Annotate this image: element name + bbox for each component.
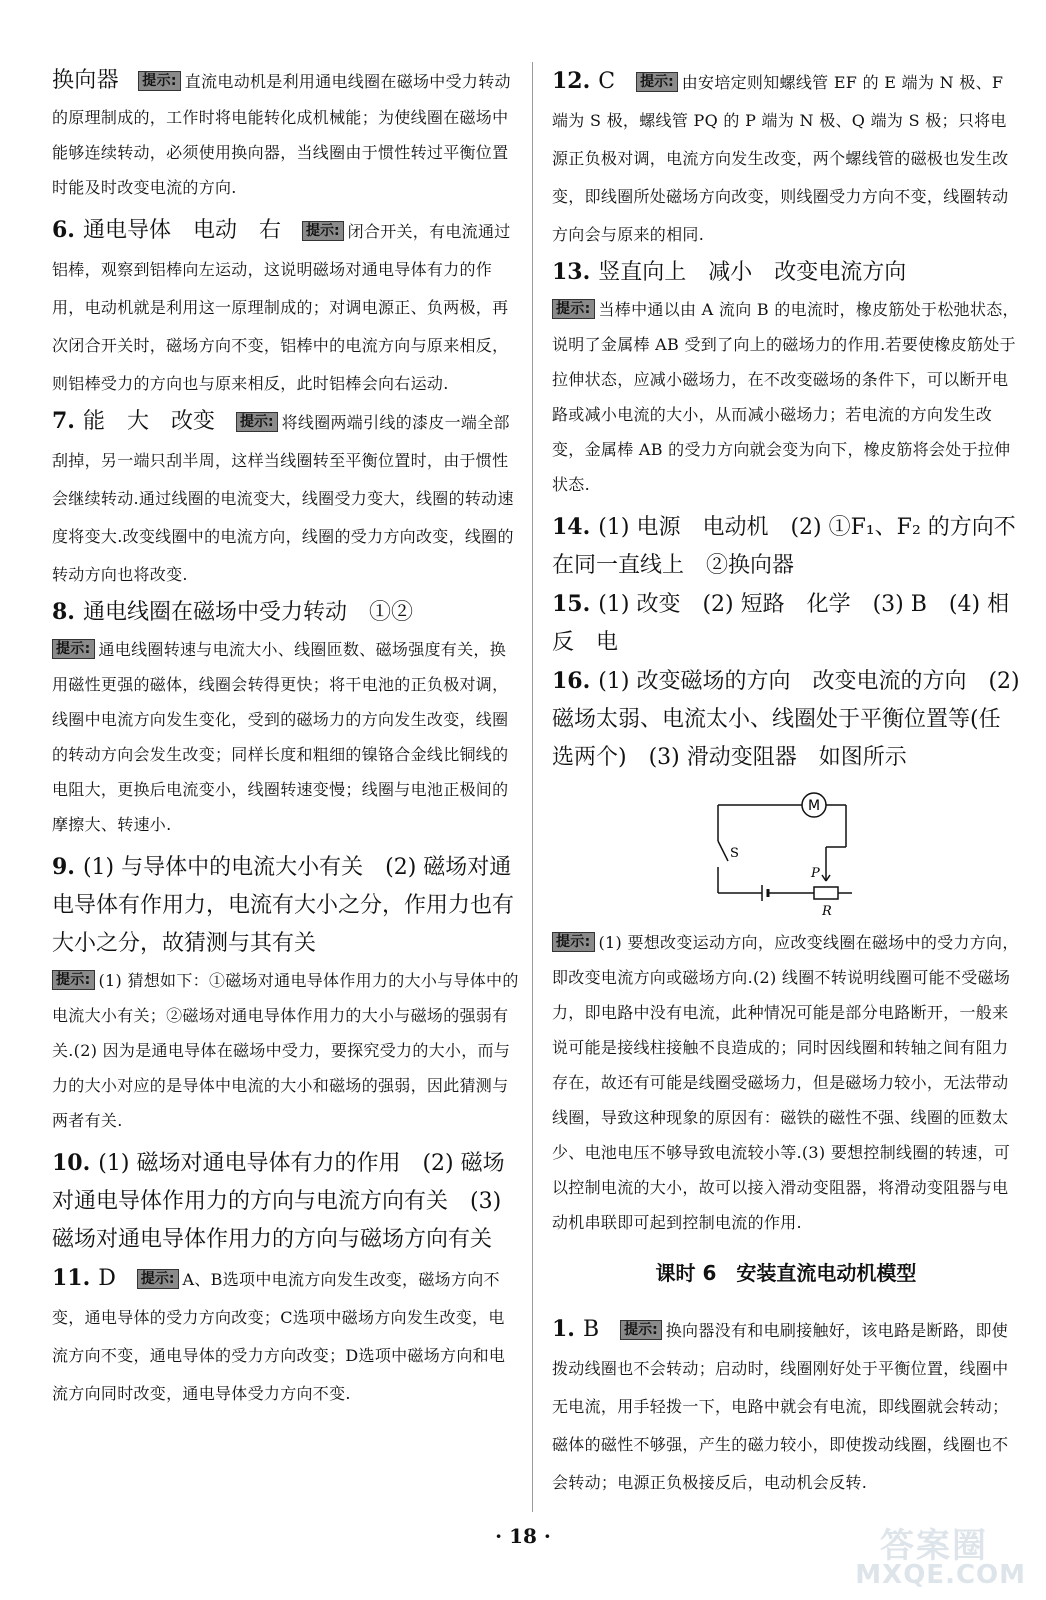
q11-answer-text: D	[98, 1266, 116, 1291]
q9-hint	[52, 963, 520, 1138]
q12-answer-text: C	[598, 69, 616, 94]
hint-tag: 提示:	[138, 71, 181, 91]
q7-number: 7.	[52, 408, 75, 434]
q14-answer-text: (1) 电源 电动机 (2) ①F₁、F₂ 的方向不在同一直线上 ②换向器	[552, 515, 1016, 578]
q16-answer-text: (1) 改变磁场的方向 改变电流的方向 (2) 磁场太弱、电流太小、线圈处于平衡位置等(任选两个) (3) 滑动变阻器 如图所示	[552, 669, 1020, 770]
page-number: · 18 ·	[495, 1524, 551, 1548]
q6-answer-text: 通电导体 电动 右	[82, 218, 281, 243]
q9-answer	[52, 848, 520, 963]
q6-number: 6.	[52, 217, 75, 243]
q13-answer	[552, 253, 1020, 292]
circuit-diagram	[552, 781, 1020, 921]
q10-answer	[52, 1144, 520, 1259]
q5-answer-tail: 换向器	[52, 68, 119, 93]
lesson-heading: 课时 6 安装直流电动机模型	[655, 1261, 917, 1285]
hint-tag: 提示:	[636, 72, 678, 92]
slider-label: P	[811, 866, 820, 881]
hint-tag: 提示:	[552, 299, 595, 319]
q12-number: 12.	[552, 68, 591, 94]
q11-answer	[52, 1259, 520, 1412]
lesson6-q1-number: 1.	[552, 1316, 575, 1342]
watermark-logo: 答案圈	[880, 1526, 988, 1566]
q5-continuation	[52, 62, 520, 205]
q12-answer	[552, 62, 1020, 253]
lesson6-q1-answer-text: B	[582, 1317, 600, 1342]
lesson6-q1-answer	[552, 1310, 1020, 1501]
q6-hint-text: 闭合开关，有电流通过铝棒，观察到铝棒向左运动，这说明磁场对通电导体有力的作用，电动机就是利用这一原理制成的；对调电源正、负两极，再次闭合开关时，磁场方向不变，铝棒中的电流方向与原来相反，则铝棒受力的方向也与原来相反，此时铝棒会向右运动.	[52, 222, 511, 393]
q16-hint-text: (1) 要想改变运动方向，应改变线圈在磁场中的受力方向，即改变电流方向或磁场方向.(2) 线圈不转说明线圈可能不受磁场力，即电路中没有电流，此种情况可能是部分电路断开，一般来说可能是接线柱接触不良造成的；同时因线圈和转轴之间有阻力存在，故还有可能是线圈受磁场力，但是磁场力较小，无法带动线圈，导致这种现象的原因有：磁铁的磁性不强、线圈的匝数太少、电池电压不够导致电流较小等.(3) 要想控制线圈的转速，可以控制电流的大小，故可以接入滑动变阻器，将滑动变阻器与电动机串联即可起到控制电流的作用.	[552, 933, 1019, 1232]
q8-answer	[52, 593, 520, 632]
hint-tag: 提示:	[52, 639, 95, 659]
q8-answer-text: 通电线圈在磁场中受力转动 ①②	[82, 600, 413, 625]
q12-hint-text: 由安培定则知螺线管 EF 的 E 端为 N 极、F 端为 S 极，螺线管 PQ 的 P 端为 N 极、Q 端为 S 极；只将电源正负极对调，电流方向发生改变，两个螺线管的磁极也发生改变，即线圈所处磁场方向改变，则线圈受力方向不变，线圈转动方向会与原来的相同.	[552, 73, 1009, 244]
q13-answer-text: 竖直向上 减小 改变电流方向	[598, 260, 907, 285]
q10-answer-text: (1) 磁场对通电导体有力的作用 (2) 磁场对通电导体作用力的方向与电流方向有关 (3) 磁场对通电导体作用力的方向与磁场方向有关	[52, 1151, 505, 1252]
watermark	[838, 1518, 1028, 1590]
q11-hint-text: A、B选项中电流方向发生改变，磁场方向不变，通电导体的受力方向改变；C选项中磁场方向发生改变，电流方向不变，通电导体的受力方向改变；D选项中磁场方向和电流方向同时改变，通电导体受力方向不变.	[52, 1270, 506, 1403]
resistor-label: R	[822, 904, 832, 919]
column-divider	[532, 62, 533, 1512]
q16-number: 16.	[552, 668, 591, 694]
switch-blade	[718, 841, 728, 861]
q13-hint	[552, 292, 1020, 502]
q16-answer	[552, 662, 1020, 777]
q15-answer	[552, 585, 1020, 662]
q15-answer-text: (1) 改变 (2) 短路 化学 (3) B (4) 相反 电	[552, 592, 1010, 655]
hint-tag: 提示:	[236, 412, 278, 432]
q16-hint	[552, 925, 1020, 1240]
hint-tag: 提示:	[137, 1269, 179, 1289]
motor-label: M	[807, 798, 821, 814]
q9-number: 9.	[52, 854, 75, 880]
q11-number: 11.	[52, 1265, 91, 1291]
q5-hint-text: 直流电动机是利用通电线圈在磁场中受力转动的原理制成的，工作时将电能转化成机械能；为使线圈在磁场中能够连续转动，必须使用换向器，当线圈由于惯性转过平衡位置时能及时改变电流的方向.	[52, 72, 511, 197]
q13-number: 13.	[552, 259, 591, 285]
q6-answer	[52, 211, 520, 402]
q8-number: 8.	[52, 599, 75, 625]
switch-label: S	[730, 846, 739, 861]
q15-number: 15.	[552, 591, 591, 617]
q8-hint-text: 通电线圈转速与电流大小、线圈匝数、磁场强度有关，换用磁性更强的磁体，线圈会转得更快；将干电池的正负极对调，线圈中电流方向发生变化，受到的磁场力的方向发生改变，线圈的转动方向会发生改变；同样长度和粗细的镍铬合金线比铜线的电阻大，更换后电流变小，线圈转速变慢；线圈与电池正极间的摩擦大、转速小.	[52, 640, 509, 834]
watermark-url: MXQE.COM	[855, 1560, 1026, 1590]
rheostat-body	[814, 887, 838, 899]
q10-number: 10.	[52, 1150, 91, 1176]
hint-tag: 提示:	[302, 221, 344, 241]
q14-number: 14.	[552, 514, 591, 540]
q8-hint	[52, 632, 520, 842]
lesson6-q1-hint-text: 换向器没有和电刷接触好，该电路是断路，即使拨动线圈也不会转动；启动时，线圈刚好处于平衡位置，线圈中无电流，用手轻拨一下，电路中就会有电流，即线圈就会转动；磁体的磁性不够强，产生的磁力较小，即使拨动线圈，线圈也不会转动；电源正负极接反后，电动机会反转.	[552, 1321, 1009, 1492]
q7-answer-text: 能 大 改变	[82, 409, 215, 434]
q7-hint-text: 将线圈两端引线的漆皮一端全部刮掉，另一端只刮半周，这样当线圈转至平衡位置时，由于惯性会继续转动.通过线圈的电流变大，线圈受力变大，线圈的转动速度将变大.改变线圈中的电流方向，线圈的受力方向改变，线圈的转动方向也将改变.	[52, 413, 514, 584]
q14-answer	[552, 508, 1020, 585]
right-column	[552, 62, 1020, 1501]
q13-hint-text: 当棒中通以由 A 流向 B 的电流时，橡皮筋处于松弛状态，说明了金属棒 AB 受到了向上的磁场力的作用.若要使橡皮筋处于拉伸状态，应减小磁场力，在不改变磁场的条件下，可以断开电路或减小电流的大小，从而减小磁场力；若电流的方向发生改变，金属棒 AB 的受力方向就会变为向下，橡皮筋将会处于拉伸状态.	[552, 300, 1019, 494]
left-column	[52, 62, 520, 1412]
q9-answer-text: (1) 与导体中的电流大小有关 (2) 磁场对通电导体有作用力，电流有大小之分，作用力也有大小之分，故猜测与其有关	[52, 855, 515, 956]
q7-answer	[52, 402, 520, 593]
hint-tag: 提示:	[620, 1320, 662, 1340]
hint-tag: 提示:	[552, 932, 595, 952]
q9-hint-text: (1) 猜想如下：①磁场对通电导体作用力的大小与导体中的电流大小有关；②磁场对通电导体作用力的大小与磁场的强弱有关.(2) 因为是通电导体在磁场中受力，要探究受力的大小，而与力的大小对应的是导体中电流的大小和磁场的强弱，因此猜测与两者有关.	[52, 971, 519, 1130]
hint-tag: 提示:	[52, 970, 95, 990]
